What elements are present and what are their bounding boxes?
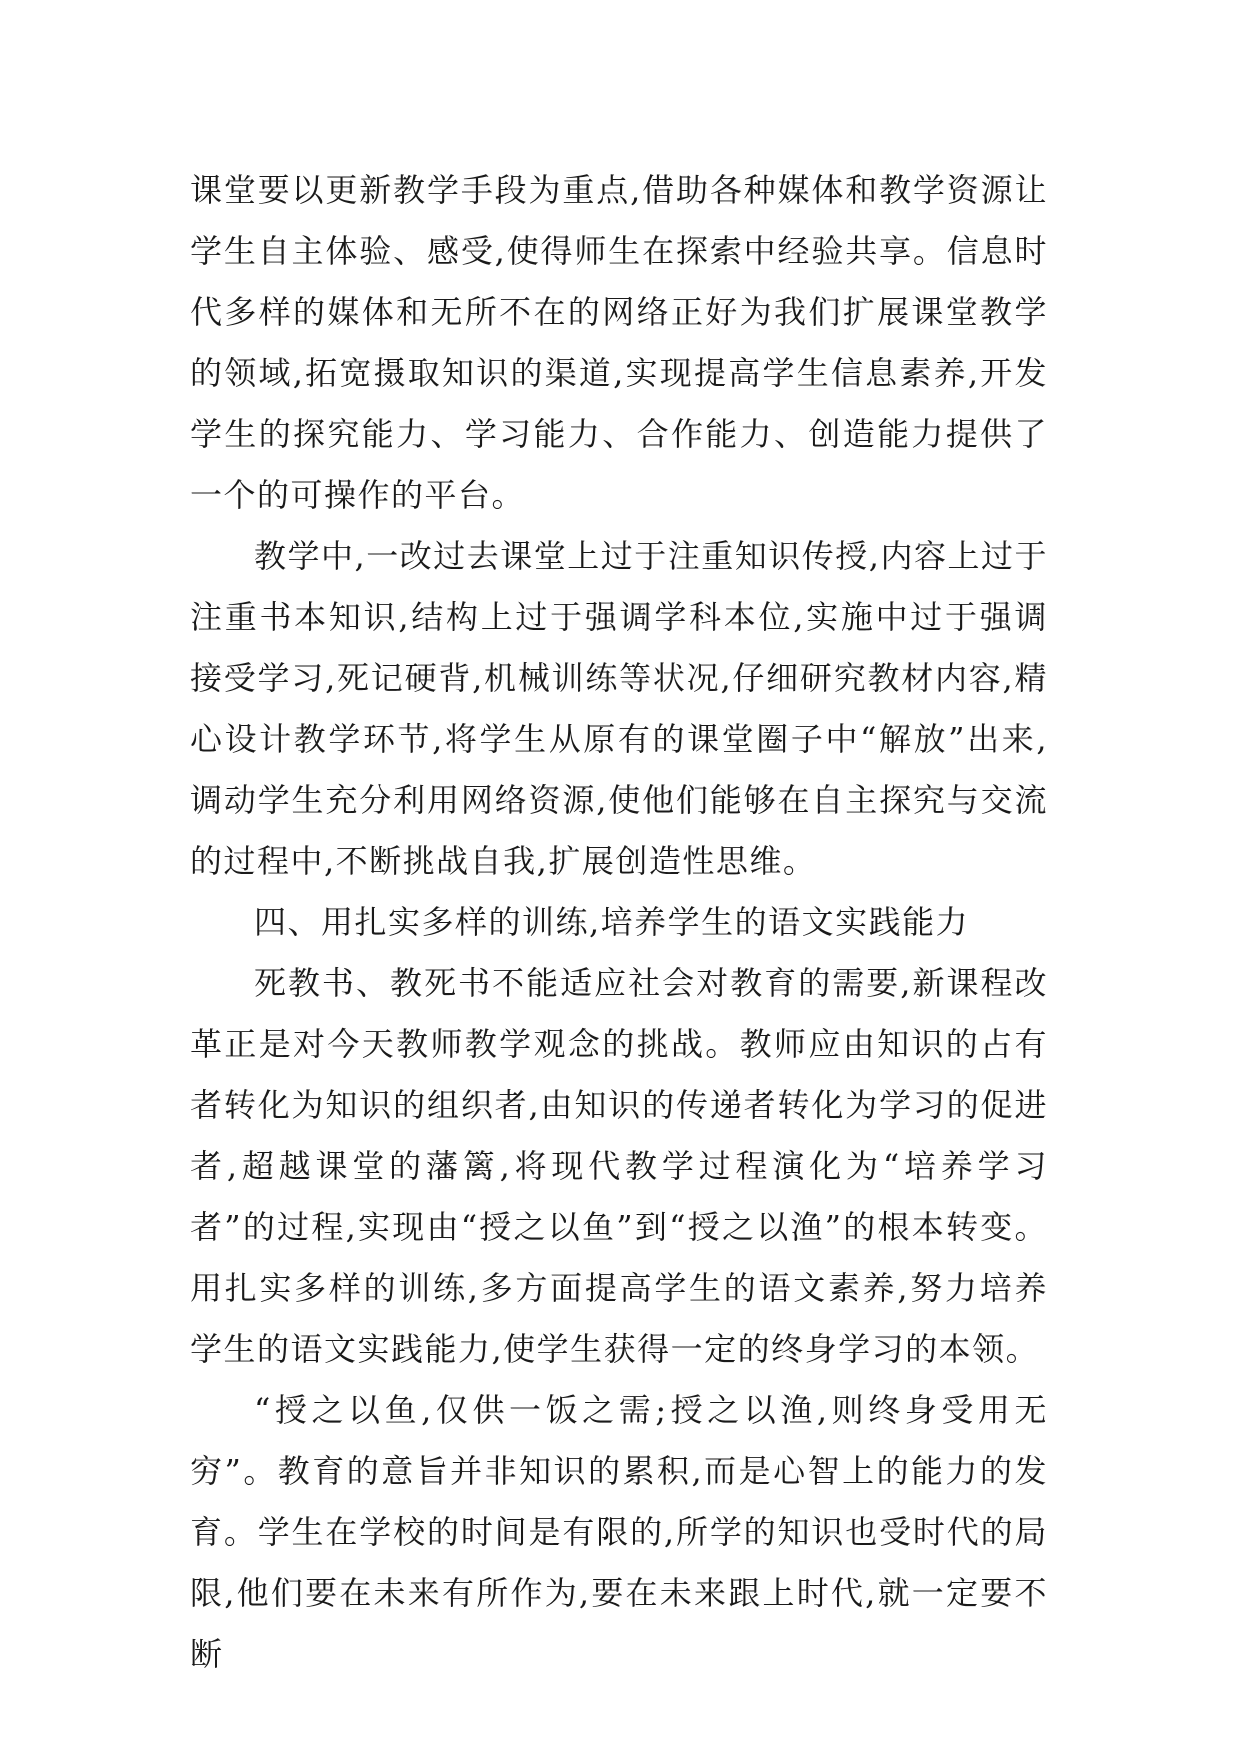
document-body — [190, 160, 1048, 1685]
paragraph-3: 死教书、教死书不能适应社会对教育的需要,新课程改革正是对今天教师教学观念的挑战。教师应由知识的占有者转化为知识的组织者,由知识的传递者转化为学习的促进者,超越课堂的藩篱,将现代教学过程演化为“培养学习者”的过程,实现由“授之以鱼”到“授之以渔”的根本转变。用扎实多样的训练,多方面提高学生的语文素养,努力培养学生的语文实践能力,使学生获得一定的终身学习的本领。 — [190, 964, 1048, 1368]
paragraph-2: 教学中,一改过去课堂上过于注重知识传授,内容上过于注重书本知识,结构上过于强调学科本位,实施中过于强调接受学习,死记硬背,机械训练等状况,仔细研究教材内容,精心设计教学环节,将学生从原有的课堂圈子中“解放”出来,调动学生充分利用网络资源,使他们能够在自主探究与交流的过程中,不断挑战自我,扩展创造性思维。 — [190, 537, 1048, 880]
section-heading: 四、用扎实多样的训练,培养学生的语文实践能力 — [254, 903, 970, 941]
paragraph-1: 课堂要以更新教学手段为重点,借助各种媒体和教学资源让学生自主体验、感受,使得师生在探索中经验共享。信息时代多样的媒体和无所不在的网络正好为我们扩展课堂教学的领域,拓宽摄取知识的渠道,实现提高学生信息素养,开发学生的探究能力、学习能力、合作能力、创造能力提供了一个的可操作的平台。 — [190, 171, 1048, 514]
paragraph-4: “授之以鱼,仅供一饭之需;授之以渔,则终身受用无穷”。教育的意旨并非知识的累积,而是心智上的能力的发育。学生在学校的时间是有限的,所学的知识也受时代的局限,他们要在未来有所作为,要在未来跟上时代,就一定要不断 — [190, 1391, 1048, 1673]
